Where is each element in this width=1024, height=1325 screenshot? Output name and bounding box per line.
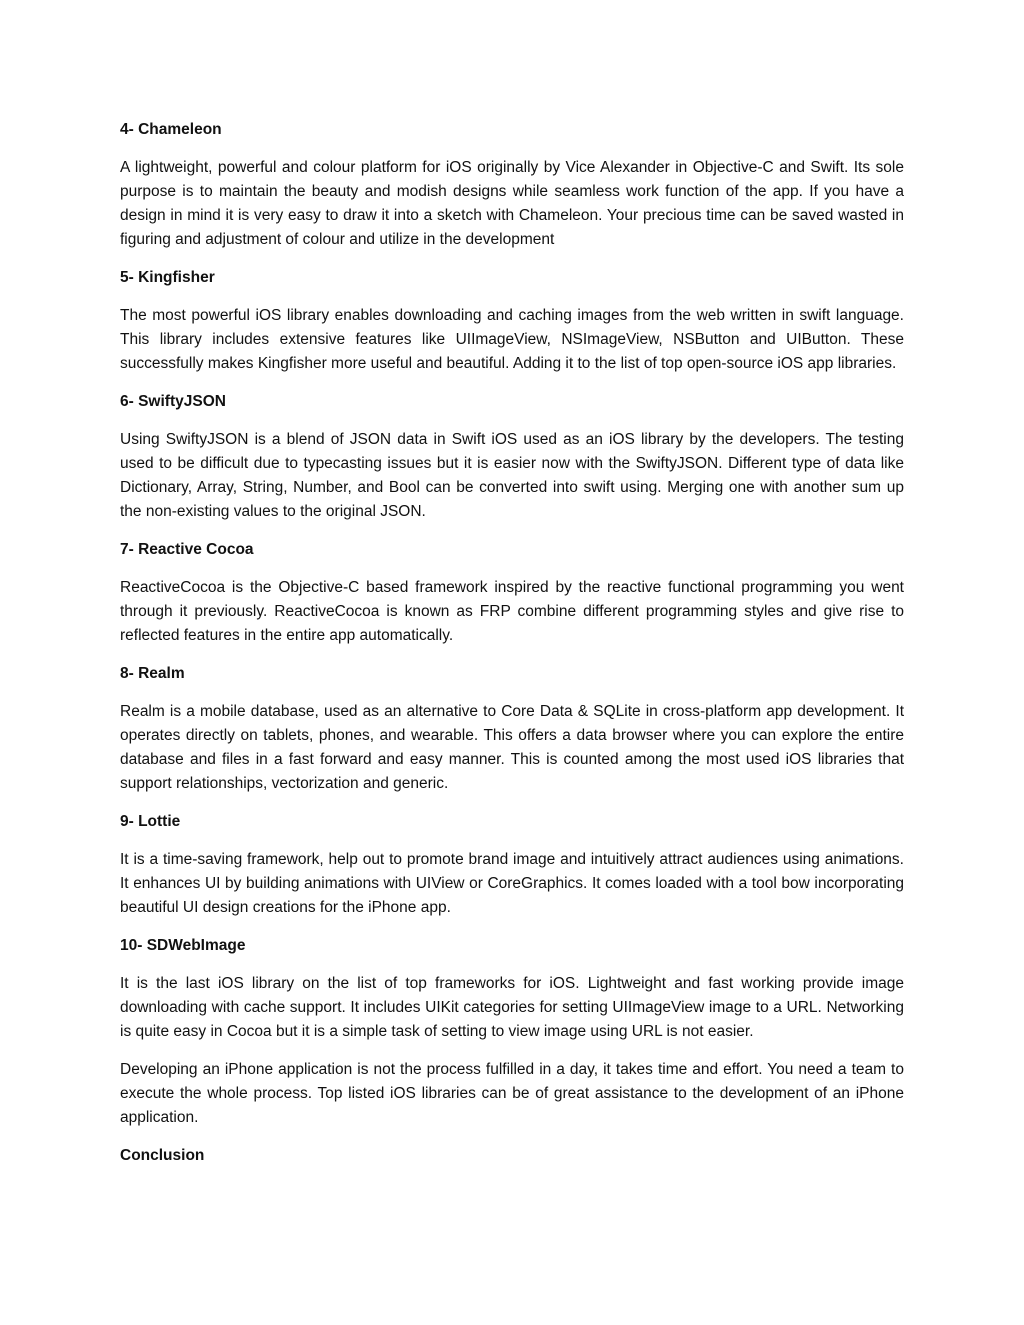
section-body: A lightweight, powerful and colour platform for iOS originally by Vice Alexander in Objective-C and Swift. Its sole purpose is to maintain the beauty and modish designs while seamless work function of the app. If you have a design in mind it is very easy to draw it into a sketch with Chameleon. Your precious time can be saved wasted in figuring and adjustment of colour and utilize in the development (120, 159, 904, 248)
section-chameleon (120, 118, 904, 252)
section-body: The most powerful iOS library enables downloading and caching images from the web written in swift language. This library includes extensive features like UIImageView, NSImageView, NSButton and UIButton. These successfully makes Kingfisher more useful and beautiful. Adding it to the list of top open-source iOS app libraries. (120, 307, 904, 372)
section-body: It is a time-saving framework, help out to promote brand image and intuitively attract audiences using animations. It enhances UI by building animations with UIView or CoreGraphics. It comes loaded with a tool bow incorporating beautiful UI design creations for the iPhone app. (120, 851, 904, 916)
section-body: ReactiveCocoa is the Objective-C based framework inspired by the reactive functional programming you went through it previously. ReactiveCocoa is known as FRP combine different programming styles and give rise to reflected features in the entire app automatically. (120, 579, 904, 644)
closing-paragraph: Developing an iPhone application is not the process fulfilled in a day, it takes time and effort. You need a team to execute the whole process. Top listed iOS libraries can be of great assistance to the development of an iPhone application. (120, 1061, 904, 1126)
section-heading: 8- Realm (120, 665, 185, 682)
section-heading: 5- Kingfisher (120, 269, 215, 286)
conclusion-heading: Conclusion (120, 1147, 205, 1164)
section-swiftyjson (120, 390, 904, 524)
document-page (120, 118, 904, 1182)
section-body: Using SwiftyJSON is a blend of JSON data in Swift iOS used as an iOS library by the developers. The testing used to be difficult due to typecasting issues but it is easier now with the SwiftyJSON. Different type of data like Dictionary, Array, String, Number, and Bool can be converted into swift using. Merging one with another sum up the non-existing values to the original JSON. (120, 431, 904, 520)
section-heading: 10- SDWebImage (120, 937, 246, 954)
section-sdwebimage (120, 934, 904, 1044)
section-kingfisher (120, 266, 904, 376)
section-heading: 7- Reactive Cocoa (120, 541, 254, 558)
section-lottie (120, 810, 904, 920)
section-heading: 9- Lottie (120, 813, 181, 830)
section-reactive-cocoa (120, 538, 904, 648)
section-realm (120, 662, 904, 796)
section-heading: 4- Chameleon (120, 121, 222, 138)
section-body: It is the last iOS library on the list of top frameworks for iOS. Lightweight and fast working provide image downloading with cache support. It includes UIKit categories for setting UIImageView image to a URL. Networking is quite easy in Cocoa but it is a simple task of setting to view image using URL is not easier. (120, 975, 904, 1040)
section-body: Realm is a mobile database, used as an alternative to Core Data & SQLite in cross-platform app development. It operates directly on tablets, phones, and wearable. This offers a data browser where you can explore the entire database and files in a fast forward and easy manner. This is counted among the most used iOS libraries that support relationships, vectorization and generic. (120, 703, 904, 792)
section-heading: 6- SwiftyJSON (120, 393, 226, 410)
